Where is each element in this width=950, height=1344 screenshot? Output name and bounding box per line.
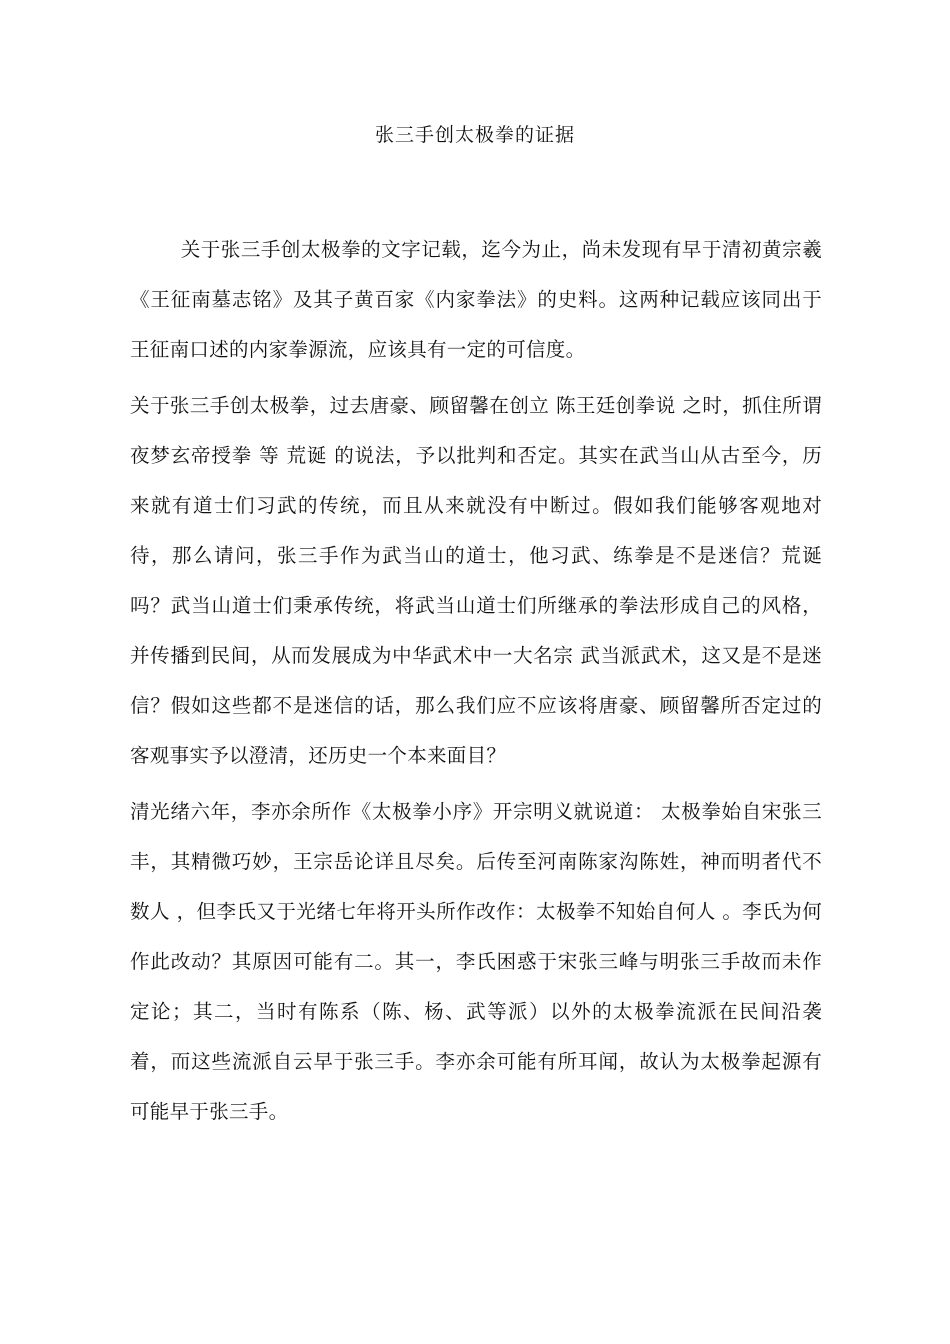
paragraph-2: 关于张三手创太极拳，过去唐豪、顾留馨在创立 陈王廷创拳说 之时，抓住所谓 夜梦玄帝授拳 等 荒诞 的说法，予以批判和否定。其实在武当山从古至今，历来就有道士们习武的传统，而且从来就没有中断过。假如我们能够客观地对待，那么请问，张三手作为武当山的道士，他习武、练拳是不是迷信？荒诞吗？武当山道士们秉承传统，将武当山道士们所继承的拳法形成自己的风格，并传播到民间，从而发展成为中华武术中一大名宗 武当派武术，这又是不是迷信？假如这些都不是迷信的话，那么我们应不应该将唐豪、顾留馨所否定过的客观事实予以澄清，还历史一个本来面目？ xyxy=(130,394,822,767)
document-title: 张三手创太极拳的证据 xyxy=(374,124,575,146)
paragraph-1: 关于张三手创太极拳的文字记载，迄今为止，尚未发现有早于清初黄宗羲《王征南墓志铭》及其子黄百家《内家拳法》的史料。这两种记载应该同出于王征南口述的内家拳源流，应该具有一定的可信度。 xyxy=(130,238,822,361)
document-body xyxy=(130,225,822,1143)
paragraph-3: 清光绪六年，李亦余所作《太极拳小序》开宗明义就说道： 太极拳始自宋张三丰，其精微巧妙，王宗岳论详且尽矣。后传至河南陈家沟陈姓，神而明者代不数人 ，但李氏又于光绪七年将开头所作改作：太极拳不知始自何人 。李氏为何作此改动？其原因可能有二。其一，李氏困惑于宋张三峰与明张三手故而未作定论；其二，当时有陈系（陈、杨、武等派）以外的太极拳流派在民间沿袭着，而这些流派自云早于张三手。李亦余可能有所耳闻，故认为太极拳起源有可能早于张三手。 xyxy=(130,800,822,1123)
